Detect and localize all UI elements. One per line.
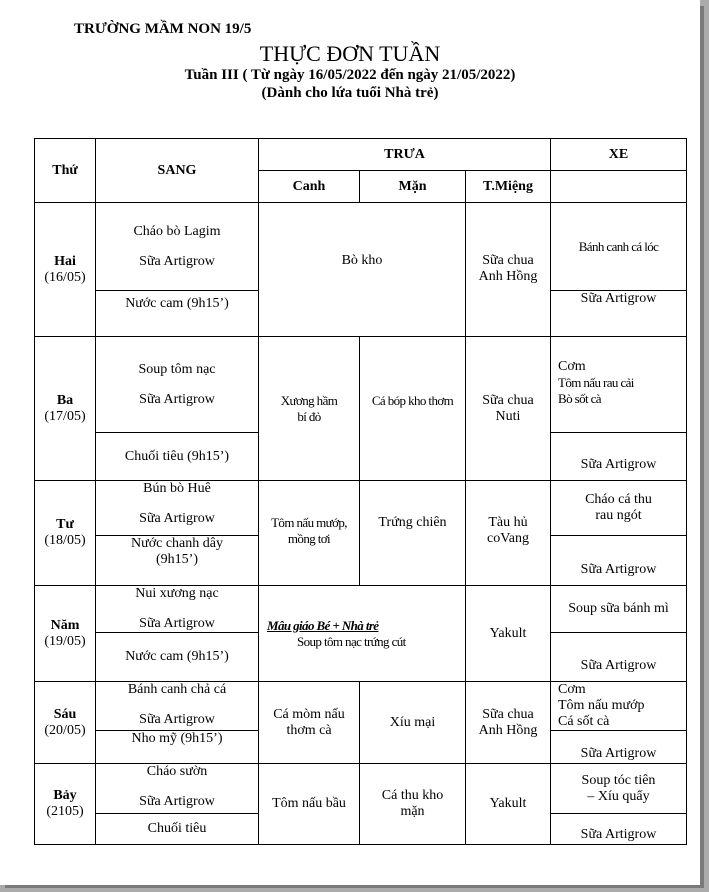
school-name: TRƯỜNG MẦM NON 19/5	[74, 21, 252, 37]
morning-snack: Chuối tiêu (9h15’)	[96, 433, 259, 481]
day-date: (18/05)	[44, 533, 86, 548]
day-name: Hai	[54, 253, 76, 269]
col-main-header: Mặn	[360, 171, 466, 203]
table-row	[35, 682, 687, 731]
afternoon-meal: Cơm Tôm nấu mướp Cá sốt cà	[551, 682, 687, 731]
morning-snack: Nước cam (9h15’)	[96, 633, 259, 682]
afternoon-meal: Soup tóc tiên – Xíu quẩy	[551, 764, 687, 814]
page-shadow-bottom	[5, 885, 704, 888]
day-cell	[35, 481, 96, 586]
day-date: (16/05)	[44, 269, 86, 285]
day-cell	[35, 682, 96, 764]
table-row	[35, 586, 687, 633]
morning-meal: Soup tôm nạc Sữa Artigrow	[96, 337, 259, 433]
afternoon-milk: Sữa Artigrow	[551, 433, 687, 481]
col-afternoon-header: XE	[551, 139, 687, 171]
morning-snack: Nho mỹ (9h15’)	[96, 731, 259, 764]
day-name: Ba	[56, 392, 74, 408]
dessert: Tàu hủ coVang	[466, 481, 551, 586]
lunch-main: Cá bóp kho thơm	[360, 337, 466, 481]
day-cell	[35, 586, 96, 682]
menu-title: THỰC ĐƠN TUẦN	[259, 41, 441, 66]
day-date: (20/05)	[44, 722, 86, 738]
dessert: Sữa chua Anh Hồng	[466, 203, 551, 337]
lunch-merged: Bò kho	[259, 203, 466, 337]
day-date: (2105)	[46, 804, 84, 819]
lunch-soup: Cá mòm nấu thơm cà	[259, 682, 360, 764]
day-name: Tư	[56, 517, 74, 532]
col-day-header: Thứ	[35, 139, 96, 203]
morning-snack: Nước chanh dây (9h15’)	[96, 536, 259, 586]
page-shadow-right	[700, 6, 704, 886]
morning-meal: Bún bò Huê Sữa Artigrow	[96, 481, 259, 536]
morning-meal: Bánh canh chả cá Sữa Artigrow	[96, 682, 259, 731]
week-range: Tuần III ( Từ ngày 16/05/2022 đến ngày 21/05/2022)	[184, 67, 516, 83]
afternoon-milk: Sữa Artigrow	[551, 291, 687, 337]
dessert: Sữa chua Nuti	[466, 337, 551, 481]
table-row	[35, 337, 687, 433]
day-cell	[35, 337, 96, 481]
lunch-soup: Xương hầm bí đỏ	[259, 337, 360, 481]
morning-snack: Nước cam (9h15’)	[96, 291, 259, 337]
weekly-menu-table	[34, 138, 687, 845]
afternoon-milk: Sữa Artigrow	[551, 814, 687, 845]
afternoon-meal: Cháo cá thu rau ngót	[551, 481, 687, 536]
day-cell	[35, 203, 96, 337]
day-name: Sáu	[53, 706, 77, 722]
afternoon-milk: Sữa Artigrow	[551, 536, 687, 586]
table-row	[35, 481, 687, 536]
table-row	[35, 203, 687, 291]
dessert: Sữa chua Anh Hồng	[466, 682, 551, 764]
morning-meal: Cháo bò Lagim Sữa Artigrow	[96, 203, 259, 291]
day-date: (19/05)	[44, 633, 86, 649]
lunch-main: Xíu mại	[360, 682, 466, 764]
col-lunch-header: TRƯA	[259, 139, 551, 171]
afternoon-meal: Cơm Tôm nấu rau cải Bò sốt cà	[551, 337, 687, 433]
dessert: Yakult	[466, 764, 551, 845]
day-cell	[35, 764, 96, 845]
dessert: Yakult	[466, 586, 551, 682]
col-afternoon-sub-empty	[551, 171, 687, 203]
afternoon-meal: Bánh canh cá lóc	[551, 203, 687, 291]
lunch-soup: Tôm nấu bầu	[259, 764, 360, 845]
age-group: (Dành cho lứa tuổi Nhà trẻ)	[261, 85, 439, 101]
col-dessert-header: T.Miệng	[466, 171, 551, 203]
col-morning-header: SANG	[96, 139, 259, 203]
afternoon-milk: Sữa Artigrow	[551, 731, 687, 764]
lunch-merged: Mâu giáo Bé + Nhà trẻ Soup tôm nạc trứng cút	[259, 586, 466, 682]
lunch-main: Trứng chiên	[360, 481, 466, 586]
afternoon-milk: Sữa Artigrow	[551, 633, 687, 682]
day-name: Năm	[50, 617, 80, 633]
table-row	[35, 764, 687, 814]
day-name: Bảy	[53, 788, 77, 803]
col-soup-header: Canh	[259, 171, 360, 203]
lunch-soup: Tôm nấu mướp, mồng tơi	[259, 481, 360, 586]
afternoon-meal: Soup sữa bánh mì	[551, 586, 687, 633]
morning-snack: Chuối tiêu	[96, 814, 259, 845]
day-date: (17/05)	[44, 408, 86, 424]
lunch-main: Cá thu kho mặn	[360, 764, 466, 845]
morning-meal: Cháo sườn Sữa Artigrow	[96, 764, 259, 814]
morning-meal: Nui xương nạc Sữa Artigrow	[96, 586, 259, 633]
